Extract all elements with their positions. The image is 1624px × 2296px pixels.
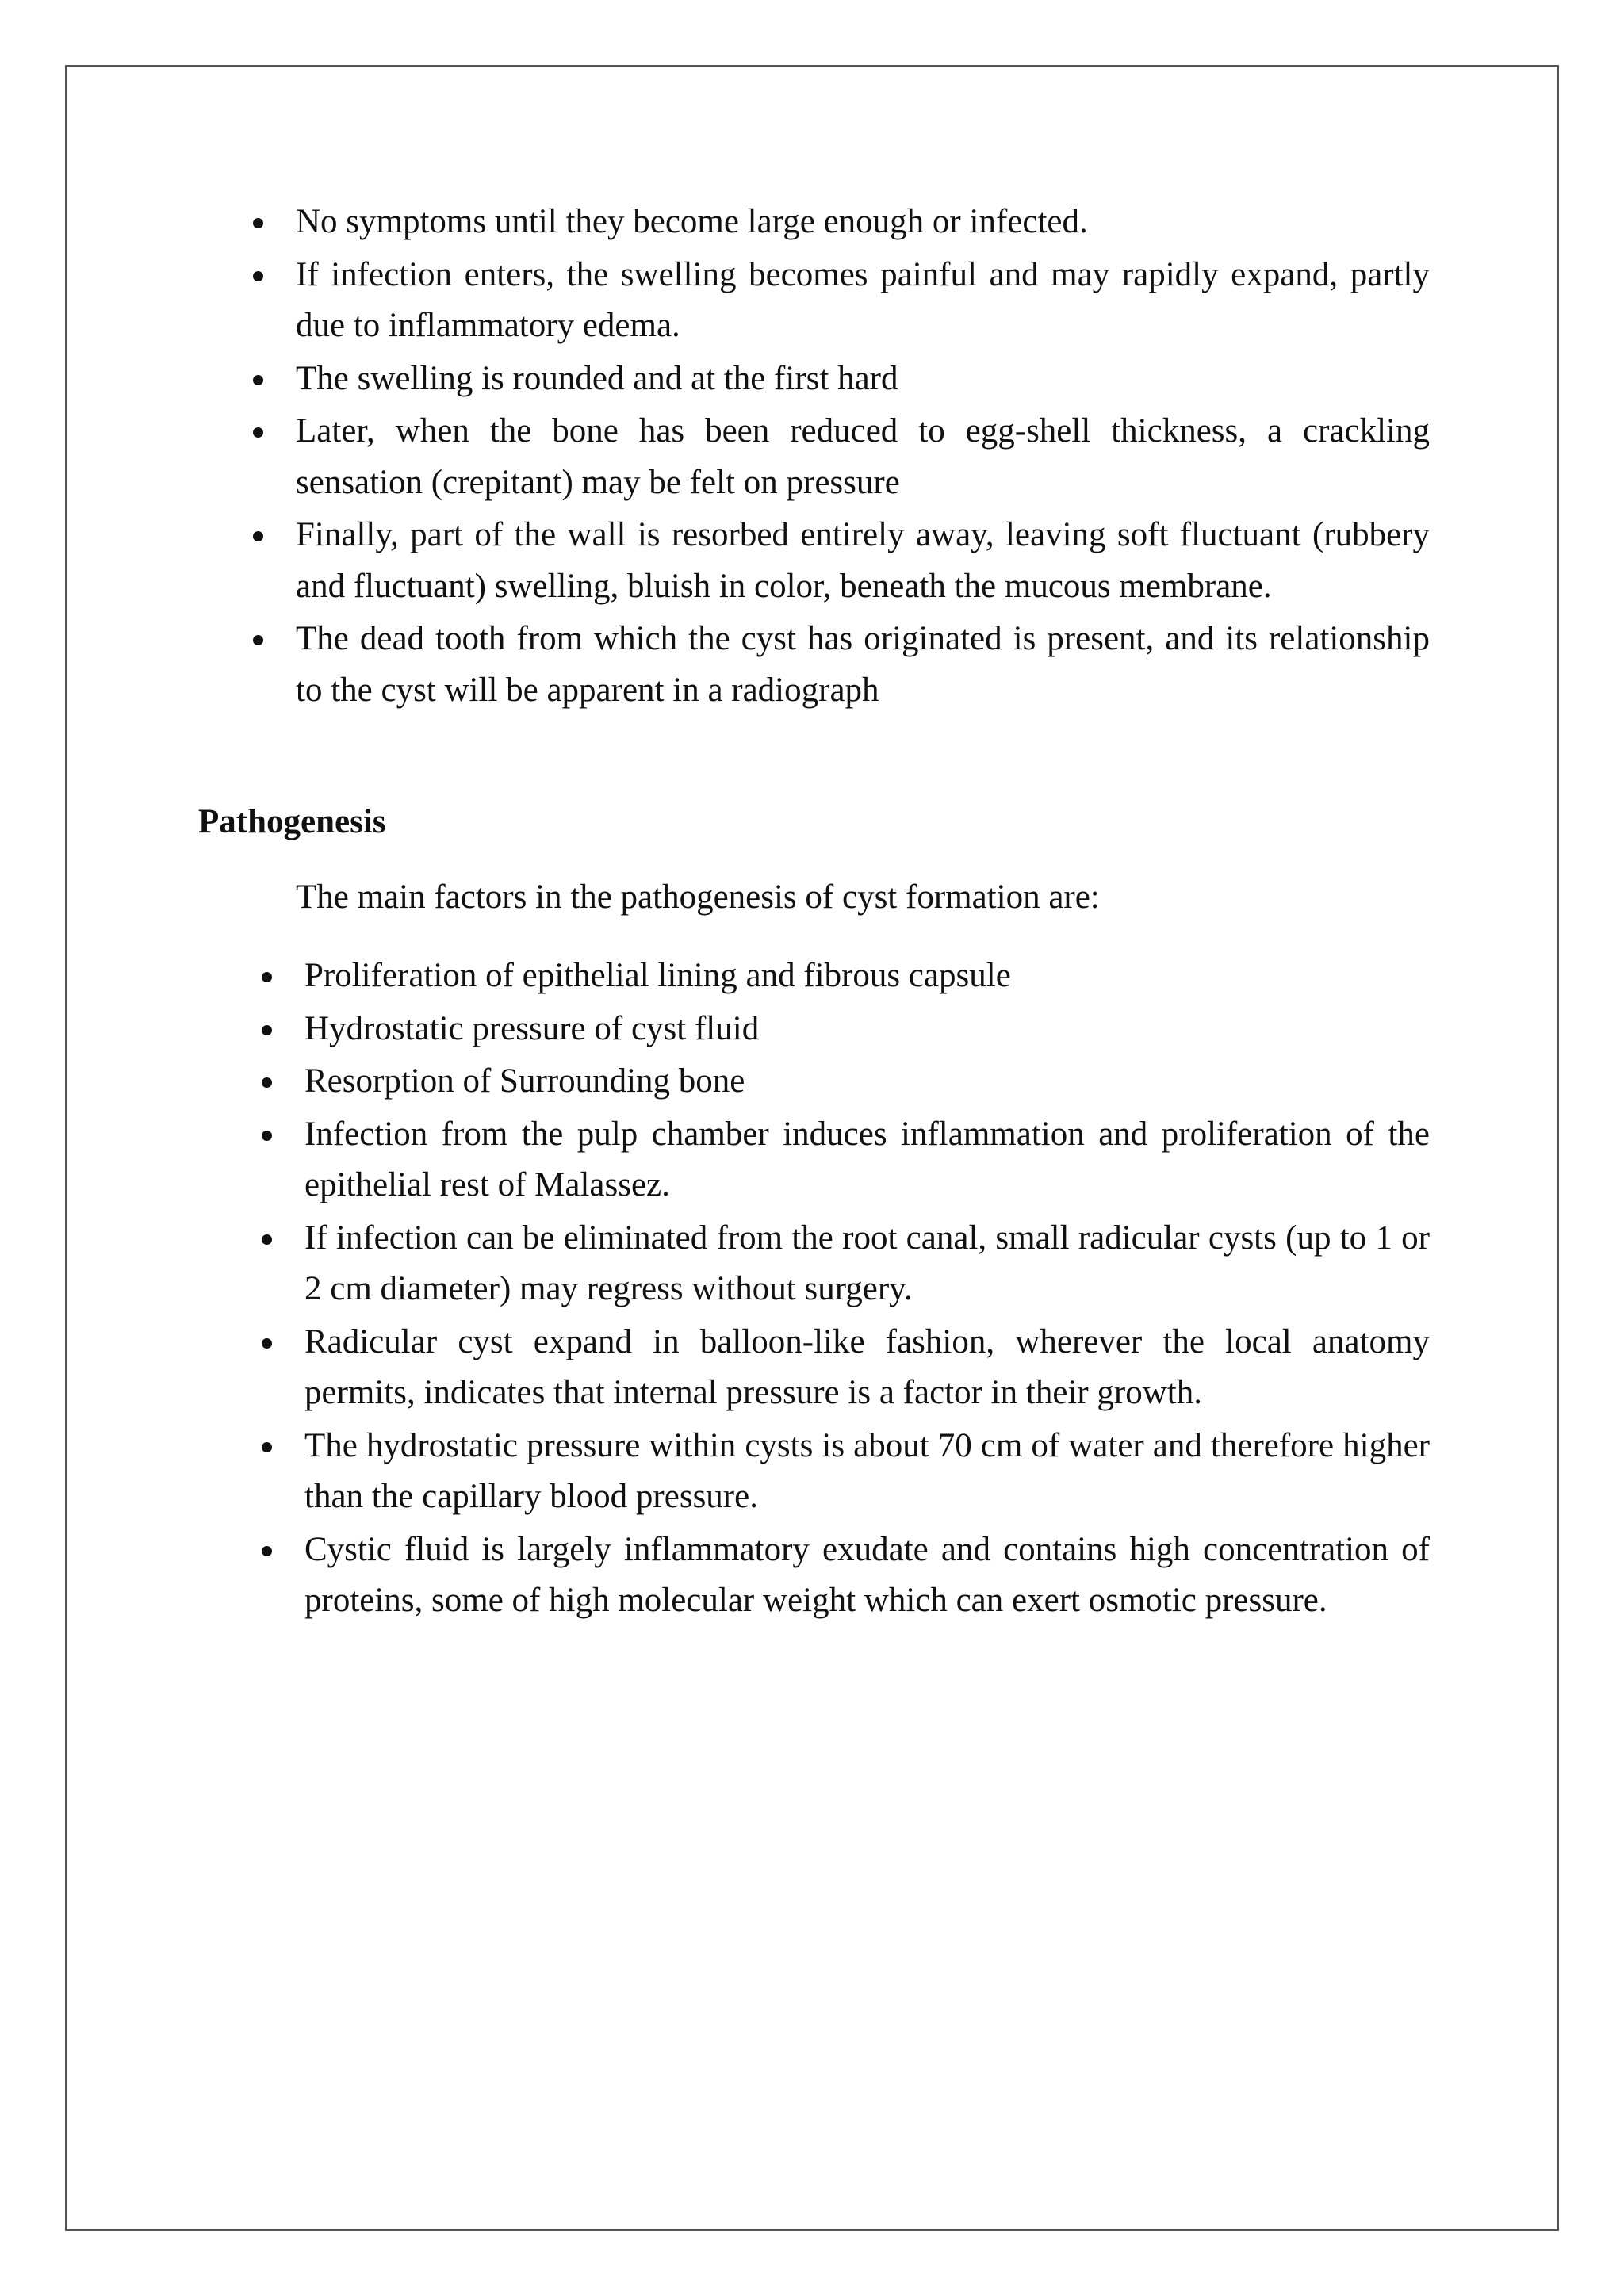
list-item: The dead tooth from which the cyst has originated is present, and its relationship to the cyst will be apparent in a radiograph [296,614,1430,716]
section-heading: Pathogenesis [198,803,386,840]
list-item: If infection enters, the swelling becomes painful and may rapidly expand, partly due to inflammatory edema. [296,250,1430,352]
list-item: No symptoms until they become large enough or infected. [296,197,1430,248]
list-item: Resorption of Surrounding bone [304,1056,1430,1108]
list-item: Infection from the pulp chamber induces inflammation and proliferation of the epithelial rest of Malassez. [304,1109,1430,1211]
pathogenesis-list [304,951,1430,1628]
list-item: The swelling is rounded and at the first hard [296,354,1430,405]
list-item: Proliferation of epithelial lining and fibrous capsule [304,951,1430,1002]
list-item: If infection can be eliminated from the root canal, small radicular cysts (up to 1 or 2 cm diameter) may regress without surgery. [304,1213,1430,1315]
list-item: Radicular cyst expand in balloon-like fashion, wherever the local anatomy permits, indicates that internal pressure is a factor in their growth. [304,1317,1430,1419]
list-item: Cystic fluid is largely inflammatory exudate and contains high concentration of proteins, some of high molecular weight which can exert osmotic pressure. [304,1525,1430,1627]
list-item: Finally, part of the wall is resorbed entirely away, leaving soft fluctuant (rubbery and fluctuant) swelling, bluish in color, beneath the mucous membrane. [296,510,1430,612]
list-item: Hydrostatic pressure of cyst fluid [304,1004,1430,1055]
list-item: Later, when the bone has been reduced to egg-shell thickness, a crackling sensation (crepitant) may be felt on pressure [296,406,1430,508]
list-item: The hydrostatic pressure within cysts is about 70 cm of water and therefore higher than the capillary blood pressure. [304,1421,1430,1523]
symptoms-list [296,197,1430,718]
section-intro: The main factors in the pathogenesis of cyst formation are: [296,878,1100,916]
